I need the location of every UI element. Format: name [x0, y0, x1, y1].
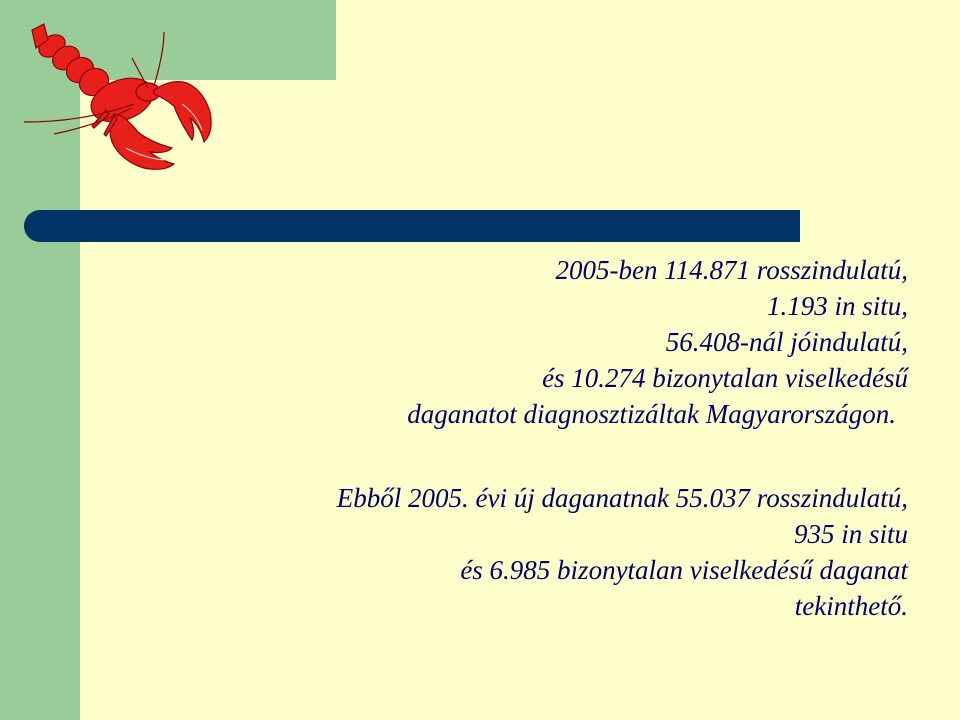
statistics-paragraph-2: [337, 480, 908, 624]
text-line: és 10.274 bizonytalan viselkedésű: [542, 363, 908, 393]
title-divider-bar: [24, 210, 800, 242]
text-line: 56.408-nál jóindulatú,: [665, 327, 908, 357]
text-line: tekinthető.: [794, 591, 908, 621]
text-line: 935 in situ: [793, 519, 908, 549]
text-line: 1.193 in situ,: [766, 291, 908, 321]
statistics-paragraph-1: [407, 252, 908, 432]
text-line: és 6.985 bizonytalan viselkedésű daganat: [460, 555, 908, 585]
text-line: daganatot diagnosztizáltak Magyarországon.: [407, 399, 896, 429]
text-line: Ebből 2005. évi új daganatnak 55.037 rosszindulatú,: [336, 483, 908, 513]
lobster-icon: [14, 22, 234, 182]
text-line: 2005-ben 114.871 rosszindulatú,: [555, 255, 908, 285]
